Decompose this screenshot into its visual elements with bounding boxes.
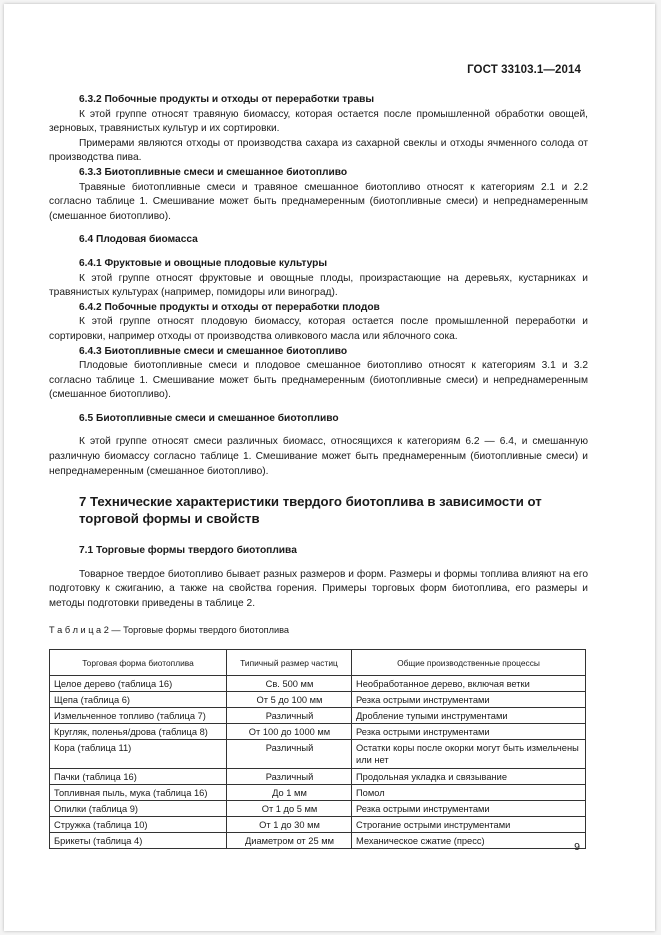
- section-6-4-heading: 6.4 Плодовая биомасса: [79, 234, 198, 246]
- paragraph: Товарное твердое биотопливо бывает разных размеров и форм. Размеры и формы топлива влияют на его подготовку к сжиганию, а также на свойства горения. Примеры торговых форм биотоплива, его размеры и методы подготовки приведены в таблице 2.: [49, 568, 588, 610]
- page-content: [49, 93, 588, 849]
- document-page: [4, 4, 655, 931]
- table-cell: Остатки коры после окорки могут быть измельчены или нет: [352, 740, 586, 769]
- table-cell: От 1 до 30 мм: [227, 817, 352, 833]
- table-cell: Различный: [227, 769, 352, 785]
- table-cell: Кора (таблица 11): [50, 740, 227, 769]
- table-cell: Стружка (таблица 10): [50, 817, 227, 833]
- table-row: [50, 724, 586, 740]
- table-cell: Дробление тупыми инструментами: [352, 708, 586, 724]
- commercial-forms-table: [49, 649, 586, 849]
- table-cell: Диаметром от 25 мм: [227, 833, 352, 849]
- page-number: 9: [574, 841, 580, 853]
- paragraph: К этой группе относят фруктовые и овощные плоды, произрастающие на деревьях, кустарниках и травянистых культурах (например, помидоры или виноград).: [49, 272, 588, 299]
- paragraph: Примерами являются отходы от производства сахара из сахарной свеклы и отходы ячменного солода от производства пива.: [49, 137, 588, 164]
- table-cell: Пачки (таблица 16): [50, 769, 227, 785]
- table-cell: Целое дерево (таблица 16): [50, 676, 227, 692]
- table-cell: Механическое сжатие (пресс): [352, 833, 586, 849]
- table-cell: Св. 500 мм: [227, 676, 352, 692]
- table-caption: Т а б л и ц а 2 — Торговые формы твердого биотоплива: [49, 624, 290, 635]
- table-cell: До 1 мм: [227, 785, 352, 801]
- table-cell: Необработанное дерево, включая ветки: [352, 676, 586, 692]
- table-cell: От 5 до 100 мм: [227, 692, 352, 708]
- column-header: Типичный размер частиц: [227, 650, 352, 676]
- table-header-row: [50, 650, 586, 676]
- table-row: [50, 817, 586, 833]
- table-cell: Строгание острыми инструментами: [352, 817, 586, 833]
- table-cell: Резка острыми инструментами: [352, 692, 586, 708]
- table-cell: Помол: [352, 785, 586, 801]
- table-row: [50, 676, 586, 692]
- table-cell: Различный: [227, 708, 352, 724]
- table-cell: Продольная укладка и связывание: [352, 769, 586, 785]
- table-cell: От 1 до 5 мм: [227, 801, 352, 817]
- table-cell: Брикеты (таблица 4): [50, 833, 227, 849]
- section-6-3-3-heading: 6.3.3 Биотопливные смеси и смешанное биотопливо: [79, 166, 348, 178]
- standard-code-header: ГОСТ 33103.1—2014: [467, 64, 581, 76]
- table-cell: От 100 до 1000 мм: [227, 724, 352, 740]
- paragraph: К этой группе относят травяную биомассу, которая остается после промышленной обработки овощей, зерновых, травянистых культур и их сортировки.: [49, 108, 588, 135]
- column-header: Торговая форма биотоплива: [50, 650, 227, 676]
- table-cell: Резка острыми инструментами: [352, 724, 586, 740]
- section-6-5-heading: 6.5 Биотопливные смеси и смешанное биотопливо: [79, 412, 339, 424]
- section-6-3-2-heading: 6.3.2 Побочные продукты и отходы от переработки травы: [79, 94, 375, 105]
- section-6-4-2-heading: 6.4.2 Побочные продукты и отходы от переработки плодов: [79, 301, 380, 313]
- table-row: [50, 692, 586, 708]
- table-row: [50, 740, 586, 769]
- paragraph: Травяные биотопливные смеси и травяное смешанное биотопливо относят к категориям 2.1 и 2.2 согласно таблице 1. Смешивание может быть преднамеренным (биотопливные смеси) и непреднамеренным (смешанное биотопливо).: [49, 181, 588, 222]
- paragraph: К этой группе относят плодовую биомассу, которая остается после промышленной переработки и сортировки, например отходы от производства оливкового масла или яблочного сока.: [49, 316, 588, 342]
- table-row: [50, 785, 586, 801]
- table-row: [50, 708, 586, 724]
- table-row: [50, 801, 586, 817]
- paragraph: К этой группе относят смеси различных биомасс, относящихся к категориям 6.2 — 6.4, и смешанную различную биомассу согласно таблице 1. Смешивание может быть преднамеренным (биотопливные смеси) и непреднамеренным (смешанное биотопливо).: [49, 436, 588, 477]
- section-7-heading: 7 Технические характеристики твердого биотоплива в зависимости от торговой формы и свойств: [79, 494, 542, 527]
- table-cell: Резка острыми инструментами: [352, 801, 586, 817]
- column-header: Общие производственные процессы: [352, 650, 586, 676]
- section-7-1-heading: 7.1 Торговые формы твердого биотоплива: [79, 545, 297, 557]
- table-row: [50, 769, 586, 785]
- table-cell: Топливная пыль, мука (таблица 16): [50, 785, 227, 801]
- section-6-4-3-heading: 6.4.3 Биотопливные смеси и смешанное биотопливо: [79, 345, 348, 357]
- section-6-4-1-heading: 6.4.1 Фруктовые и овощные плодовые культуры: [79, 257, 328, 269]
- paragraph: Плодовые биотопливные смеси и плодовое смешанное биотопливо относят к категориям 3.1 и 3.2 согласно таблице 1. Смешивание может быть преднамеренным (биотопливные смеси) и непреднамеренным (смешанное биотопливо).: [49, 360, 588, 401]
- table-cell: Кругляк, поленья/дрова (таблица 8): [50, 724, 227, 740]
- table-cell: Измельченное топливо (таблица 7): [50, 708, 227, 724]
- table-cell: Различный: [227, 740, 352, 769]
- table-row: [50, 833, 586, 849]
- table-cell: Опилки (таблица 9): [50, 801, 227, 817]
- table-cell: Щепа (таблица 6): [50, 692, 227, 708]
